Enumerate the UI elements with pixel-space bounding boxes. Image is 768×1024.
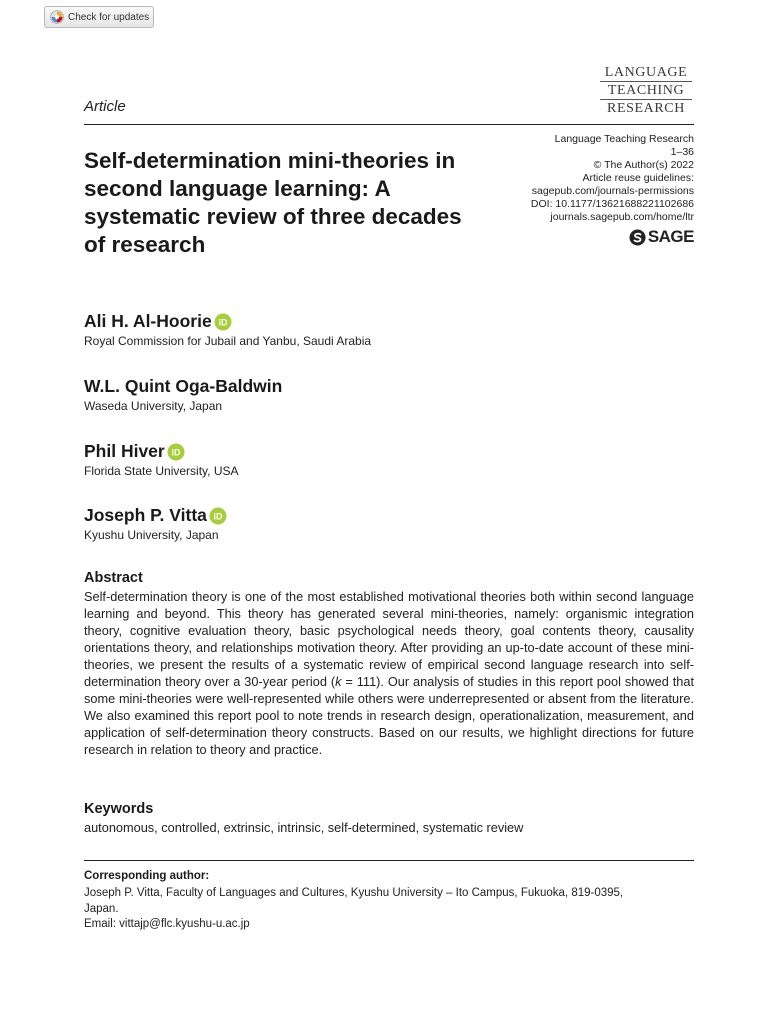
author-affiliation: Royal Commission for Jubail and Yanbu, Saudi Arabia (84, 334, 372, 348)
author-name (84, 376, 282, 397)
sage-logo-icon (629, 229, 646, 246)
abstract-text-part: Self-determination theory is one of the most established motivational theories both within second language learning and beyond. This theory has generated several mini-theories, namely: organismic integration theory, cognitive evaluation theory, basic psychological needs theory, goal contents theory, causality orientations theory, and relationships motivation theory. After providing an up-to-date account of these mini-theories, we present the results of a systematic review of empirical second language research into self-determination theory over a 30-year period ( (84, 589, 694, 689)
page-range: 1–36 (670, 146, 694, 158)
journal-name: Language Teaching Research (554, 133, 694, 145)
check-updates-icon (50, 10, 64, 24)
abstract-text-part: = 111). Our analysis of studies in this report pool showed that some mini-theories were well-represented while others were underrepresented or absent from the literature. We also examined this report pool to note trends in research design, operationalization, measurement, and application of self-determination theory constructs. Based on our results, we highlight directions for future research in relation to theory and practice. (84, 674, 694, 757)
author-name (84, 505, 227, 526)
author-name-text: Ali H. Al-Hoorie (84, 311, 212, 331)
abstract-heading: Abstract (84, 570, 143, 586)
author-name (84, 441, 185, 462)
author-name-text: Phil Hiver (84, 441, 165, 461)
publisher-logo (629, 227, 694, 247)
footnote-divider (84, 860, 694, 861)
check-for-updates-button[interactable] (44, 6, 154, 28)
journal-logo-line: TEACHING (600, 82, 692, 100)
author-affiliation: Waseda University, Japan (84, 399, 223, 413)
corresponding-author-details (84, 886, 694, 933)
author-affiliation: Florida State University, USA (84, 464, 239, 478)
journal-home-link[interactable]: journals.sagepub.com/home/ltr (550, 211, 694, 223)
orcid-icon[interactable] (209, 507, 227, 525)
orcid-icon[interactable] (167, 443, 185, 461)
svg-text:iD: iD (213, 511, 223, 521)
corresponding-email[interactable]: Email: vittajp@flc.kyushu-u.ac.jp (84, 918, 250, 930)
author-name-text: Joseph P. Vitta (84, 505, 207, 525)
corresponding-address-line: Joseph P. Vitta, Faculty of Languages and Cultures, Kyushu University – Ito Campus, Fukuoka, 819-0395, (84, 887, 624, 899)
svg-text:iD: iD (171, 447, 181, 457)
author-affiliation: Kyushu University, Japan (84, 528, 219, 542)
header-divider (84, 124, 694, 125)
permissions-link[interactable]: sagepub.com/journals-permissions (531, 185, 694, 197)
sample-size-variable: k (335, 674, 342, 689)
corresponding-address-line: Japan. (84, 902, 119, 915)
journal-logo-line: LANGUAGE (600, 64, 692, 82)
publisher-name: SAGE (647, 227, 694, 246)
keywords-list: autonomous, controlled, extrinsic, intrinsic, self-determined, systematic review (84, 820, 524, 835)
svg-text:iD: iD (218, 317, 228, 327)
reuse-guidelines: Article reuse guidelines: (582, 172, 694, 184)
corresponding-author-heading: Corresponding author: (84, 870, 210, 882)
journal-meta (454, 133, 694, 224)
author-name-text: W.L. Quint Oga-Baldwin (84, 376, 283, 396)
author-name (84, 311, 232, 332)
article-title: Self-determination mini-theories in second language learning: A systematic review of three decades of research (84, 148, 462, 257)
journal-logo-line: RESEARCH (607, 101, 685, 116)
abstract-text (84, 588, 694, 758)
keywords-heading: Keywords (84, 801, 154, 817)
doi-link[interactable]: DOI: 10.1177/13621688221102686 (530, 198, 694, 210)
article-type-label: Article (84, 98, 126, 115)
journal-logo (600, 64, 692, 117)
check-updates-label: Check for updates (68, 11, 150, 23)
orcid-icon[interactable] (214, 313, 232, 331)
copyright: © The Author(s) 2022 (593, 159, 694, 171)
